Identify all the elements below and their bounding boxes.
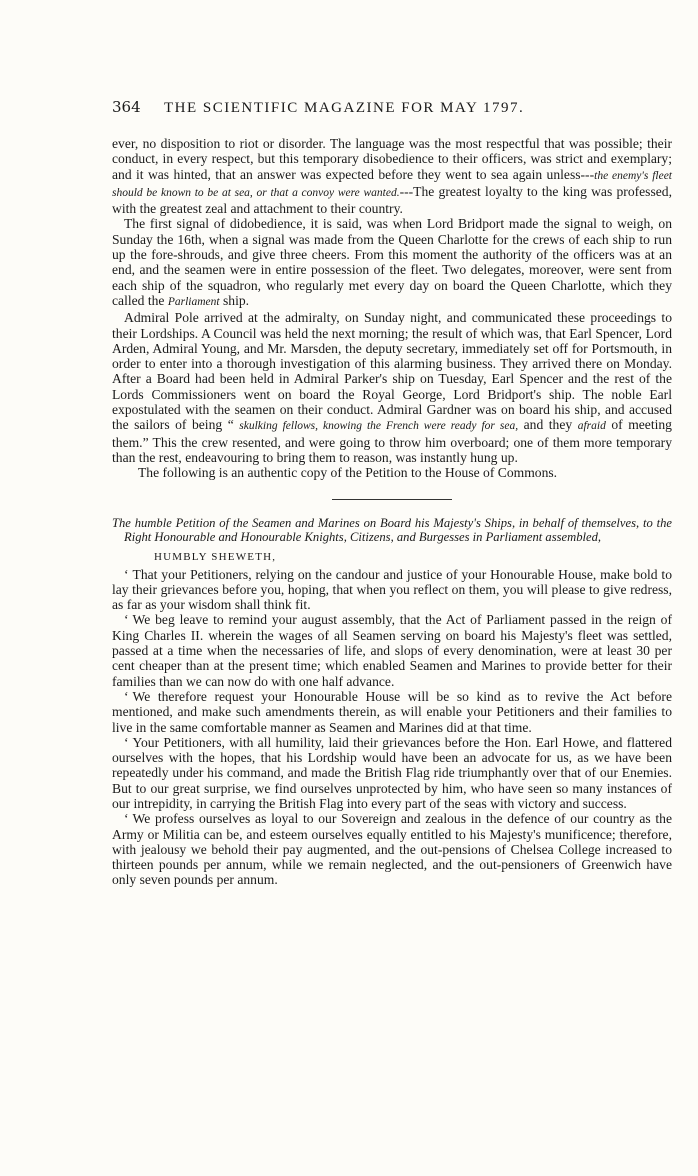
section-divider [332, 499, 452, 500]
petition-salutation: HUMBLY SHEWETH, [154, 550, 277, 563]
petition-paragraph-3: ‘ We therefore request your Honourable House will be so kind as to revive the Act before mentioned, and make such amendments therein, as will enable your Petitioners and their families to live in the same comfortable manner as Seamen and Marines did at that time. [112, 688, 672, 735]
paragraph-2: The first signal of didobedience, it is said, was when Lord Bridport made the signal to weigh, on Sunday the 16th, when a signal was made from the Queen Charlotte for the crews of each ship to run up the fore-shrouds, and give three cheers. From this moment the authority of the officers was at an end, and the seamen were in entire possession of the fleet. Two delegates, moreover, were sent from each ship of the squadron, who regularly met every day on board the Queen Charlotte, which they called the Parliament ship. [112, 216, 672, 308]
petition-paragraph-4: ‘ Your Petitioners, with all humility, laid their grievances before the Hon. Earl Howe, and flattered ourselves with the hopes, that his Lordship would have been an advocate for us, as we have been repeatedly under his command, and made the British Flag ride triumphantly over that of our Enemies. But to our great surprise, we find ourselves unprotected by him, who have seen so many instances of our intrepidity, in carrying the British Flag into every part of the seas with victory and success. [112, 734, 672, 811]
petition-paragraph-1: ‘ That your Petitioners, relying on the candour and justice of your Honourable House, make bold to lay their grievances before you, hoping, that when you reflect on them, you will please to give redress, as far as your wisdom shall think fit. [112, 566, 672, 613]
journal-title: THE SCIENTIFIC MAGAZINE FOR MAY 1797. [164, 100, 525, 116]
paragraph-3: Admiral Pole arrived at the admiralty, on Sunday night, and communicated these proceedings to their Lordships. A Council was held the next morning; the result of which was, that Earl Spencer, Lord Arden, Admiral Young, and Mr. Marsden, the deputy secretary, immediately set off for Portsmouth, in order to enter into a thorough investigation of this alarming business. They arrived there on Monday. After a Board had been held in Admiral Parker's ship on Tuesday, Earl Spencer and the rest of the Lords Commissioners went on board the Royal George, Lord Bridport's ship. The noble Earl expostulated with the seamen on their conduct. Admiral Gardner was on board his ship, and accused the sailors of being “ skulking fellows, knowing the French were ready for sea, and they afraid of meeting them.” This the crew resented, and were going to throw him overboard; one of them more temporary than the rest, endeavouring to bring them to reason, was instantly hung up. [112, 310, 672, 465]
paragraph-1: ever, no disposition to riot or disorder. The language was the most respectful that was possible; their conduct, in every respect, but this temporary disobedience to their officers, was strict and exemplary; and it was hinted, that an answer was expected before they went to sea again unless---the enemy's fleet should be known to be at sea, or that a convoy were wanted.---The greatest loyalty to the king was professed, with the greatest zeal and attachment to their country. [112, 136, 672, 217]
running-head [112, 98, 672, 128]
page [112, 98, 672, 888]
petition-paragraph-2: ‘ We beg leave to remind your august assembly, that the Act of Parliament passed in the reign of King Charles II. wherein the wages of all Seamen serving on board his Majesty's fleet was settled, passed at a time when the necessaries of life, and slops of every denomination, were at least 30 per cent cheaper than at the present time; which enabled Seamen and Marines to provide better for their families than we can now do with one half advance. [112, 612, 672, 689]
paragraph-4: The following is an authentic copy of the Petition to the House of Commons. [138, 465, 558, 481]
page-number: 364 [112, 98, 141, 116]
petition-paragraph-5: ‘ We profess ourselves as loyal to our Sovereign and zealous in the defence of our country as the Army or Militia can be, and esteem ourselves equally entitled to his Majesty's munificence; therefore, with jealousy we behold their pay augmented, and the out-pensions of Chelsea College increased to thirteen pounds per annum, while we remain neglected, and the out-pensioners of Greenwich have only seven pounds per annum. [112, 811, 672, 888]
petition-title: The humble Petition of the Seamen and Marines on Board his Majesty's Ships, in behalf of themselves, to the Right Honourable and Honourable Knights, Citizens, and Burgesses in Parliament assembled, [112, 515, 672, 545]
